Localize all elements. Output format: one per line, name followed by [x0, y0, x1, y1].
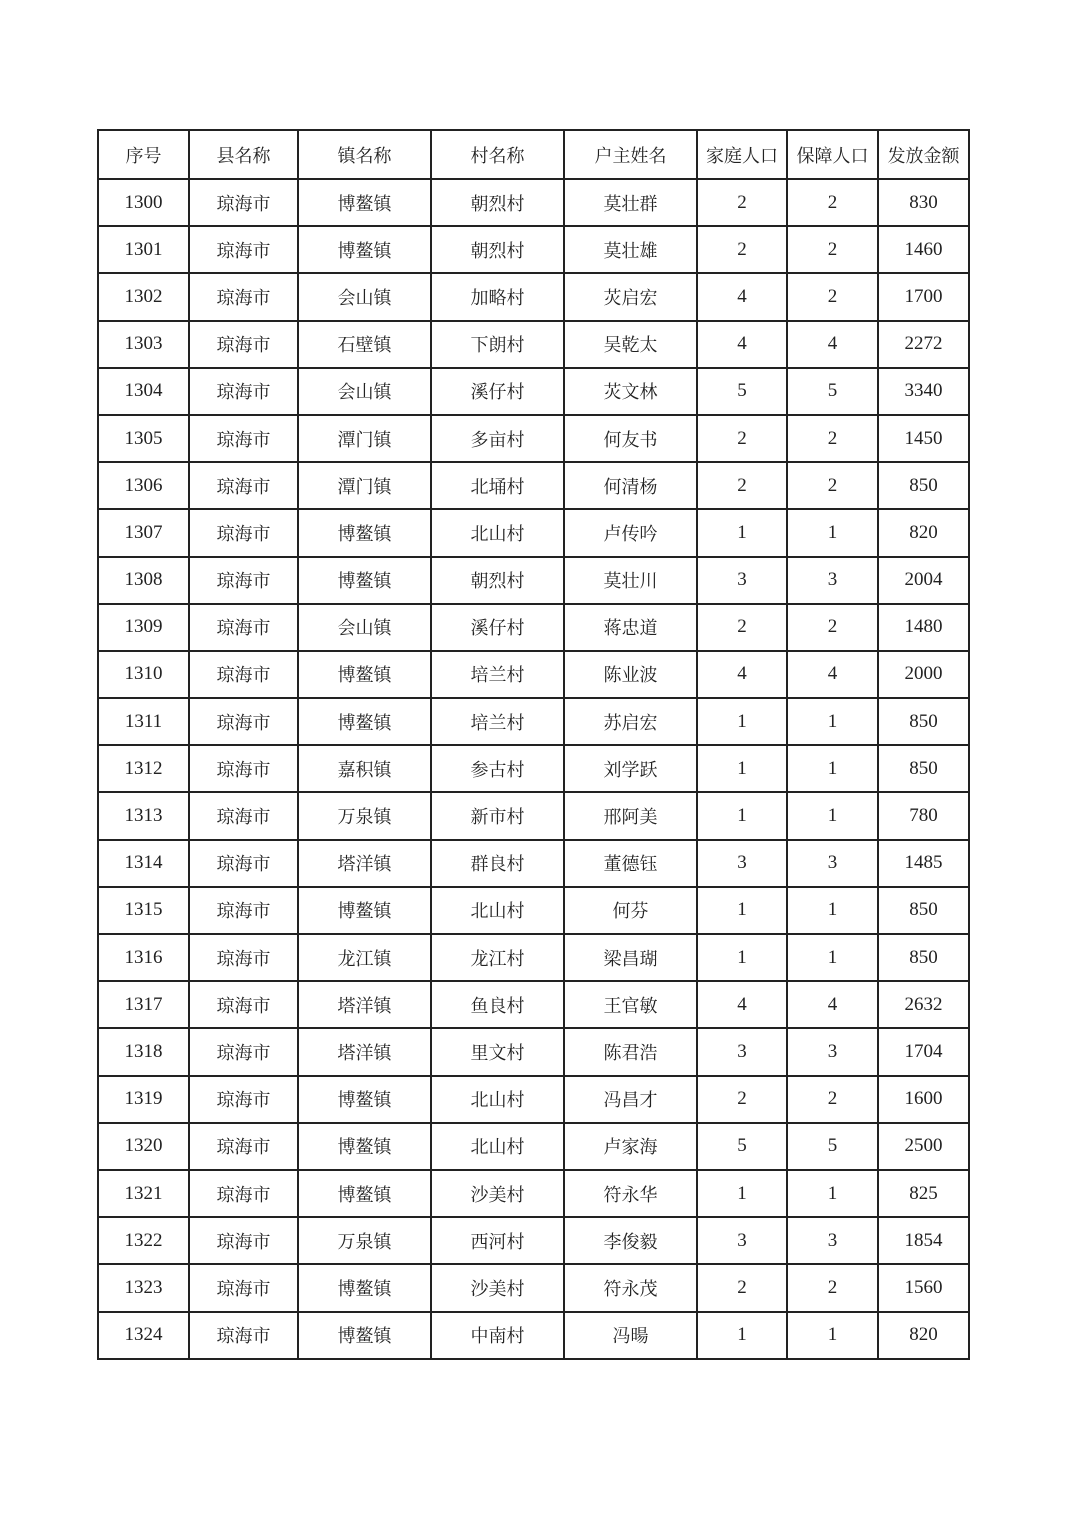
cell-serial-number: 1308: [98, 557, 189, 604]
table-row: [98, 1264, 969, 1311]
cell-covered-persons: 1: [787, 887, 878, 934]
cell-town-name: 博鳌镇: [298, 179, 431, 226]
cell-payment-amount: 1460: [878, 226, 969, 273]
cell-serial-number: 1324: [98, 1312, 189, 1359]
cell-town-name: 会山镇: [298, 273, 431, 320]
cell-household-size: 2: [697, 1264, 787, 1311]
cell-serial-number: 1307: [98, 509, 189, 556]
cell-household-head-name: 王官敏: [564, 981, 697, 1028]
cell-household-head-name: 卢传吟: [564, 509, 697, 556]
cell-covered-persons: 1: [787, 1170, 878, 1217]
cell-payment-amount: 830: [878, 179, 969, 226]
cell-household-size: 1: [697, 792, 787, 839]
cell-household-head-name: 莫壮雄: [564, 226, 697, 273]
cell-village-name: 沙美村: [431, 1264, 564, 1311]
cell-household-head-name: 何清杨: [564, 462, 697, 509]
cell-household-size: 2: [697, 226, 787, 273]
cell-serial-number: 1303: [98, 321, 189, 368]
cell-payment-amount: 2272: [878, 321, 969, 368]
cell-county-name: 琼海市: [189, 1264, 298, 1311]
table-row: [98, 179, 969, 226]
cell-serial-number: 1323: [98, 1264, 189, 1311]
cell-county-name: 琼海市: [189, 1170, 298, 1217]
cell-village-name: 北山村: [431, 509, 564, 556]
cell-covered-persons: 3: [787, 1217, 878, 1264]
cell-payment-amount: 2000: [878, 651, 969, 698]
table-row: [98, 792, 969, 839]
cell-covered-persons: 5: [787, 368, 878, 415]
cell-town-name: 博鳌镇: [298, 1123, 431, 1170]
cell-county-name: 琼海市: [189, 462, 298, 509]
cell-county-name: 琼海市: [189, 840, 298, 887]
cell-household-size: 3: [697, 557, 787, 604]
cell-village-name: 朝烈村: [431, 226, 564, 273]
cell-serial-number: 1302: [98, 273, 189, 320]
header-household-head-name: 户主姓名: [564, 130, 697, 179]
cell-covered-persons: 3: [787, 1028, 878, 1075]
cell-household-head-name: 何芬: [564, 887, 697, 934]
cell-county-name: 琼海市: [189, 1312, 298, 1359]
table-row: [98, 368, 969, 415]
cell-village-name: 新市村: [431, 792, 564, 839]
cell-household-size: 1: [697, 1170, 787, 1217]
cell-covered-persons: 2: [787, 604, 878, 651]
cell-serial-number: 1309: [98, 604, 189, 651]
cell-payment-amount: 1480: [878, 604, 969, 651]
cell-household-size: 4: [697, 981, 787, 1028]
header-serial-number: 序号: [98, 130, 189, 179]
table-row: [98, 604, 969, 651]
cell-household-size: 4: [697, 273, 787, 320]
cell-village-name: 溪仔村: [431, 604, 564, 651]
cell-serial-number: 1315: [98, 887, 189, 934]
header-town-name: 镇名称: [298, 130, 431, 179]
cell-payment-amount: 825: [878, 1170, 969, 1217]
cell-county-name: 琼海市: [189, 887, 298, 934]
cell-village-name: 朝烈村: [431, 557, 564, 604]
cell-village-name: 鱼良村: [431, 981, 564, 1028]
cell-county-name: 琼海市: [189, 934, 298, 981]
cell-village-name: 参古村: [431, 745, 564, 792]
table-row: [98, 273, 969, 320]
cell-household-size: 1: [697, 887, 787, 934]
cell-town-name: 塔洋镇: [298, 981, 431, 1028]
cell-town-name: 博鳌镇: [298, 887, 431, 934]
cell-household-head-name: 符永茂: [564, 1264, 697, 1311]
cell-payment-amount: 780: [878, 792, 969, 839]
cell-covered-persons: 2: [787, 226, 878, 273]
cell-village-name: 中南村: [431, 1312, 564, 1359]
cell-serial-number: 1301: [98, 226, 189, 273]
cell-payment-amount: 850: [878, 745, 969, 792]
cell-village-name: 里文村: [431, 1028, 564, 1075]
header-covered-persons: 保障人口: [787, 130, 878, 179]
table-row: [98, 1076, 969, 1123]
cell-household-size: 1: [697, 745, 787, 792]
cell-serial-number: 1311: [98, 698, 189, 745]
cell-serial-number: 1320: [98, 1123, 189, 1170]
cell-serial-number: 1319: [98, 1076, 189, 1123]
cell-county-name: 琼海市: [189, 792, 298, 839]
cell-serial-number: 1317: [98, 981, 189, 1028]
cell-household-head-name: 符永华: [564, 1170, 697, 1217]
cell-household-size: 1: [697, 934, 787, 981]
cell-town-name: 博鳌镇: [298, 1312, 431, 1359]
header-payment-amount: 发放金额: [878, 130, 969, 179]
cell-village-name: 北山村: [431, 1076, 564, 1123]
cell-village-name: 沙美村: [431, 1170, 564, 1217]
table-row: [98, 462, 969, 509]
cell-payment-amount: 1600: [878, 1076, 969, 1123]
table-row: [98, 651, 969, 698]
cell-household-head-name: 刘学跃: [564, 745, 697, 792]
cell-town-name: 石壁镇: [298, 321, 431, 368]
table-row: [98, 1170, 969, 1217]
cell-village-name: 加略村: [431, 273, 564, 320]
table-row: [98, 509, 969, 556]
cell-town-name: 博鳌镇: [298, 1170, 431, 1217]
cell-household-head-name: 蒋忠道: [564, 604, 697, 651]
cell-covered-persons: 5: [787, 1123, 878, 1170]
cell-household-head-name: 何友书: [564, 415, 697, 462]
cell-household-head-name: 梁昌瑚: [564, 934, 697, 981]
cell-county-name: 琼海市: [189, 226, 298, 273]
cell-town-name: 万泉镇: [298, 1217, 431, 1264]
cell-covered-persons: 1: [787, 745, 878, 792]
table-row: [98, 557, 969, 604]
table-row: [98, 1028, 969, 1075]
cell-household-size: 2: [697, 604, 787, 651]
cell-town-name: 博鳌镇: [298, 509, 431, 556]
table-row: [98, 321, 969, 368]
cell-covered-persons: 1: [787, 792, 878, 839]
table-row: [98, 698, 969, 745]
cell-payment-amount: 2004: [878, 557, 969, 604]
cell-household-head-name: 冯昌才: [564, 1076, 697, 1123]
cell-town-name: 会山镇: [298, 604, 431, 651]
cell-payment-amount: 820: [878, 509, 969, 556]
cell-household-size: 3: [697, 1217, 787, 1264]
cell-household-size: 1: [697, 509, 787, 556]
cell-serial-number: 1322: [98, 1217, 189, 1264]
cell-county-name: 琼海市: [189, 1076, 298, 1123]
table-row: [98, 981, 969, 1028]
cell-covered-persons: 2: [787, 1076, 878, 1123]
header-household-size: 家庭人口: [697, 130, 787, 179]
table-row: [98, 840, 969, 887]
cell-payment-amount: 3340: [878, 368, 969, 415]
cell-serial-number: 1313: [98, 792, 189, 839]
allowance-table: [97, 129, 970, 1360]
header-village-name: 村名称: [431, 130, 564, 179]
table-row: [98, 745, 969, 792]
cell-payment-amount: 2500: [878, 1123, 969, 1170]
cell-village-name: 北埇村: [431, 462, 564, 509]
cell-town-name: 嘉积镇: [298, 745, 431, 792]
cell-covered-persons: 2: [787, 462, 878, 509]
cell-covered-persons: 3: [787, 557, 878, 604]
cell-payment-amount: 1560: [878, 1264, 969, 1311]
cell-household-size: 5: [697, 1123, 787, 1170]
cell-household-size: 5: [697, 368, 787, 415]
cell-county-name: 琼海市: [189, 981, 298, 1028]
cell-household-size: 1: [697, 698, 787, 745]
cell-household-size: 2: [697, 462, 787, 509]
cell-county-name: 琼海市: [189, 273, 298, 320]
cell-household-head-name: 邢阿美: [564, 792, 697, 839]
cell-payment-amount: 850: [878, 887, 969, 934]
cell-covered-persons: 4: [787, 651, 878, 698]
cell-serial-number: 1314: [98, 840, 189, 887]
cell-county-name: 琼海市: [189, 745, 298, 792]
cell-payment-amount: 1704: [878, 1028, 969, 1075]
cell-household-head-name: 陈业波: [564, 651, 697, 698]
table-row: [98, 887, 969, 934]
cell-town-name: 潭门镇: [298, 415, 431, 462]
cell-covered-persons: 4: [787, 981, 878, 1028]
header-county-name: 县名称: [189, 130, 298, 179]
cell-village-name: 下朗村: [431, 321, 564, 368]
cell-serial-number: 1316: [98, 934, 189, 981]
cell-county-name: 琼海市: [189, 179, 298, 226]
table-row: [98, 1217, 969, 1264]
cell-village-name: 西河村: [431, 1217, 564, 1264]
cell-town-name: 龙江镇: [298, 934, 431, 981]
cell-covered-persons: 2: [787, 415, 878, 462]
cell-payment-amount: 2632: [878, 981, 969, 1028]
table-row: [98, 415, 969, 462]
cell-household-head-name: 莫壮群: [564, 179, 697, 226]
cell-payment-amount: 1485: [878, 840, 969, 887]
cell-payment-amount: 1450: [878, 415, 969, 462]
cell-town-name: 博鳌镇: [298, 698, 431, 745]
cell-household-head-name: 冯暘: [564, 1312, 697, 1359]
cell-serial-number: 1318: [98, 1028, 189, 1075]
cell-serial-number: 1304: [98, 368, 189, 415]
cell-household-size: 4: [697, 651, 787, 698]
cell-covered-persons: 1: [787, 934, 878, 981]
cell-town-name: 塔洋镇: [298, 840, 431, 887]
cell-county-name: 琼海市: [189, 509, 298, 556]
cell-village-name: 培兰村: [431, 651, 564, 698]
cell-town-name: 博鳌镇: [298, 651, 431, 698]
table-row: [98, 1312, 969, 1359]
cell-household-head-name: 陈君浩: [564, 1028, 697, 1075]
cell-village-name: 北山村: [431, 887, 564, 934]
cell-town-name: 会山镇: [298, 368, 431, 415]
cell-serial-number: 1300: [98, 179, 189, 226]
cell-household-head-name: 苂文林: [564, 368, 697, 415]
cell-payment-amount: 1700: [878, 273, 969, 320]
cell-household-size: 1: [697, 1312, 787, 1359]
table-header-row: [98, 130, 969, 179]
table-row: [98, 226, 969, 273]
cell-town-name: 博鳌镇: [298, 557, 431, 604]
cell-covered-persons: 2: [787, 1264, 878, 1311]
cell-household-size: 4: [697, 321, 787, 368]
cell-serial-number: 1312: [98, 745, 189, 792]
cell-county-name: 琼海市: [189, 1123, 298, 1170]
cell-covered-persons: 1: [787, 698, 878, 745]
cell-town-name: 潭门镇: [298, 462, 431, 509]
cell-covered-persons: 1: [787, 509, 878, 556]
cell-household-head-name: 董德钰: [564, 840, 697, 887]
cell-serial-number: 1310: [98, 651, 189, 698]
cell-county-name: 琼海市: [189, 1217, 298, 1264]
cell-village-name: 朝烈村: [431, 179, 564, 226]
cell-household-head-name: 吴乾太: [564, 321, 697, 368]
cell-serial-number: 1321: [98, 1170, 189, 1217]
cell-payment-amount: 1854: [878, 1217, 969, 1264]
cell-county-name: 琼海市: [189, 415, 298, 462]
cell-household-head-name: 李俊毅: [564, 1217, 697, 1264]
cell-household-head-name: 莫壮川: [564, 557, 697, 604]
cell-household-size: 3: [697, 1028, 787, 1075]
cell-household-head-name: 苂启宏: [564, 273, 697, 320]
cell-covered-persons: 3: [787, 840, 878, 887]
cell-village-name: 龙江村: [431, 934, 564, 981]
cell-covered-persons: 2: [787, 179, 878, 226]
cell-town-name: 塔洋镇: [298, 1028, 431, 1075]
table-row: [98, 1123, 969, 1170]
cell-county-name: 琼海市: [189, 368, 298, 415]
cell-village-name: 多亩村: [431, 415, 564, 462]
cell-town-name: 博鳌镇: [298, 226, 431, 273]
cell-county-name: 琼海市: [189, 557, 298, 604]
cell-county-name: 琼海市: [189, 651, 298, 698]
cell-covered-persons: 4: [787, 321, 878, 368]
cell-payment-amount: 850: [878, 698, 969, 745]
cell-town-name: 博鳌镇: [298, 1264, 431, 1311]
cell-payment-amount: 850: [878, 934, 969, 981]
cell-county-name: 琼海市: [189, 604, 298, 651]
cell-county-name: 琼海市: [189, 1028, 298, 1075]
cell-county-name: 琼海市: [189, 321, 298, 368]
cell-village-name: 北山村: [431, 1123, 564, 1170]
cell-covered-persons: 1: [787, 1312, 878, 1359]
cell-town-name: 博鳌镇: [298, 1076, 431, 1123]
cell-payment-amount: 820: [878, 1312, 969, 1359]
cell-serial-number: 1305: [98, 415, 189, 462]
cell-household-size: 2: [697, 179, 787, 226]
table-row: [98, 934, 969, 981]
cell-household-size: 3: [697, 840, 787, 887]
cell-household-head-name: 苏启宏: [564, 698, 697, 745]
table-body: [98, 179, 969, 1359]
cell-serial-number: 1306: [98, 462, 189, 509]
cell-payment-amount: 850: [878, 462, 969, 509]
cell-covered-persons: 2: [787, 273, 878, 320]
cell-village-name: 群良村: [431, 840, 564, 887]
cell-household-size: 2: [697, 1076, 787, 1123]
cell-county-name: 琼海市: [189, 698, 298, 745]
cell-village-name: 培兰村: [431, 698, 564, 745]
cell-household-size: 2: [697, 415, 787, 462]
cell-household-head-name: 卢家海: [564, 1123, 697, 1170]
cell-village-name: 溪仔村: [431, 368, 564, 415]
cell-town-name: 万泉镇: [298, 792, 431, 839]
